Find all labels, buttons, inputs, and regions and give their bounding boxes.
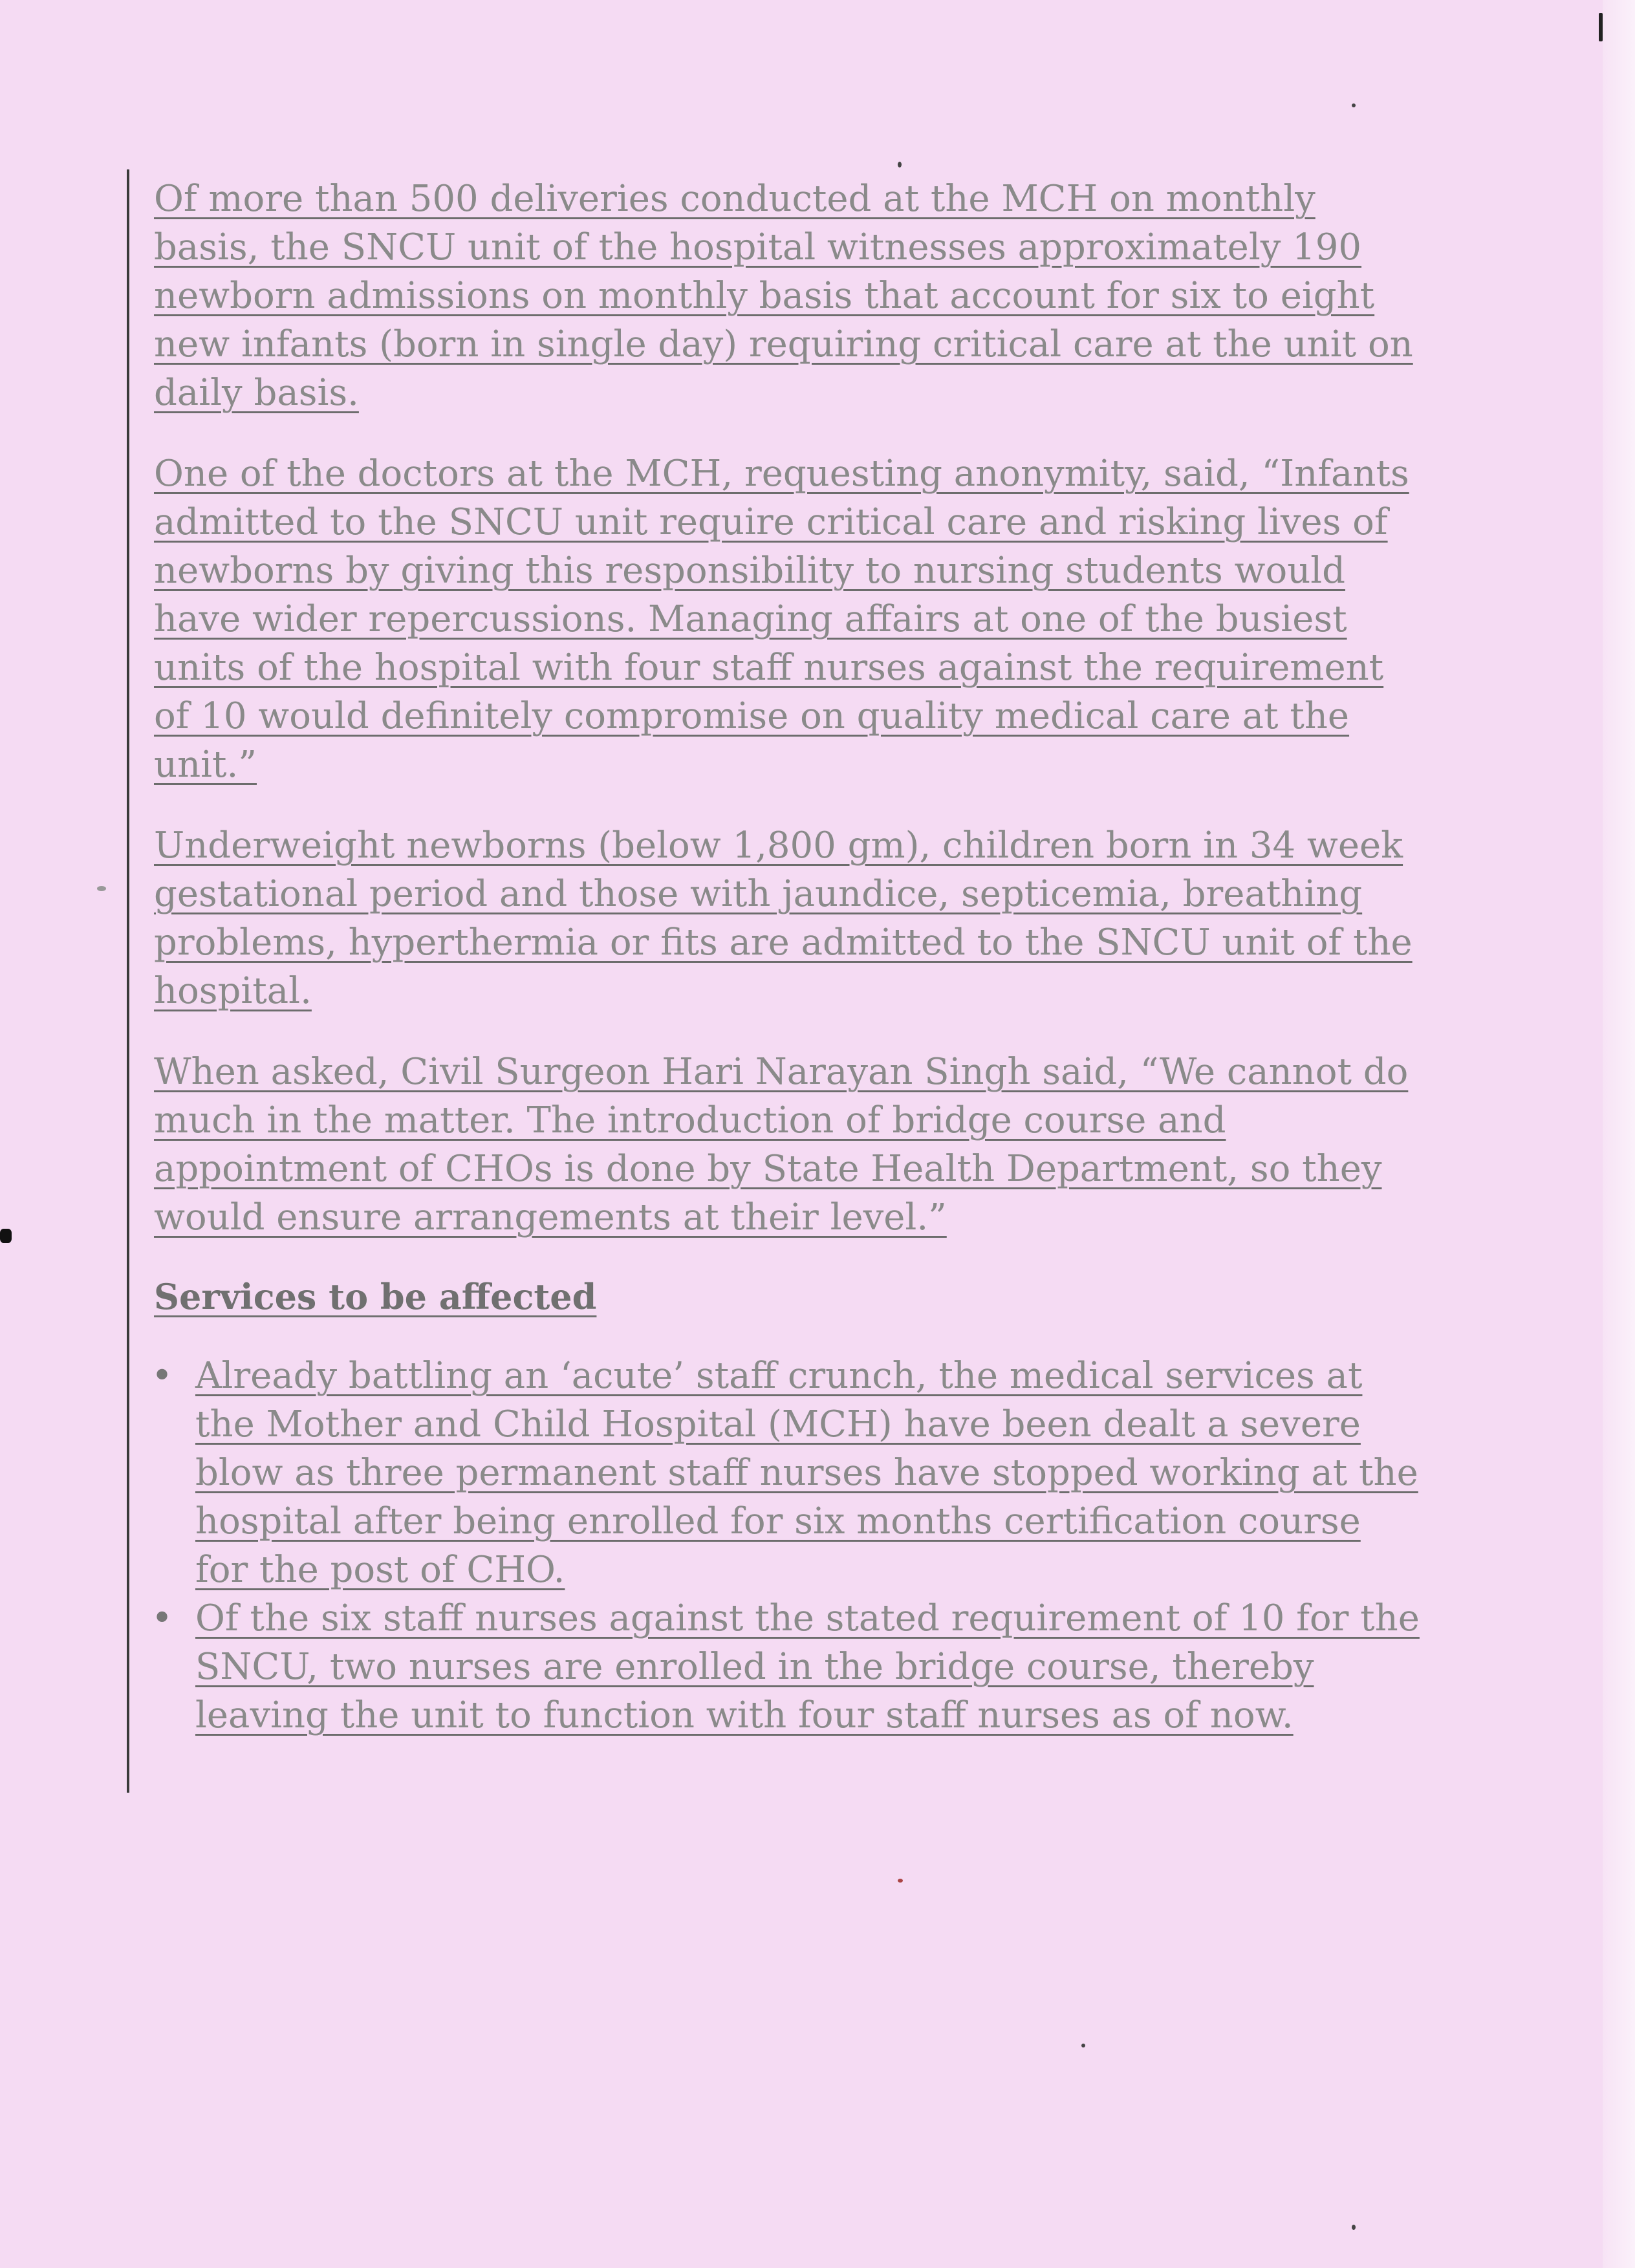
scan-speck [97, 886, 106, 891]
scan-speck [1081, 2044, 1085, 2047]
document-body [151, 175, 1422, 1740]
list-item [151, 1594, 1422, 1740]
paragraph-admission-criteria: Underweight newborns (below 1,800 gm), children born in 34 week gestational period and those with jaundice, septicemia, breathing problems, hyperthermia or fits are admitted to the SNCU unit of the hospital. [154, 825, 1413, 1012]
list-item-text: Of the six staff nurses against the stated requirement of 10 for the SNCU, two nurses are enrolled in the bridge course, thereby leaving the unit to function with four staff nurses as of now. [195, 1597, 1420, 1736]
scan-speck [898, 162, 902, 167]
paragraph-deliveries: Of more than 500 deliveries conducted at the MCH on monthly basis, the SNCU unit of the hospital witnesses approximately 190 newborn admissions on monthly basis that account for six to eight new infants (born in single day) requiring critical care at the unit on daily basis. [154, 178, 1413, 414]
scan-speck [1599, 13, 1603, 41]
paragraph-civil-surgeon: When asked, Civil Surgeon Hari Narayan Singh said, “We cannot do much in the matter. The introduction of bridge course and appointment of CHOs is done by State Health Department, so they would ensure arrangements at their level.” [154, 1051, 1409, 1238]
scan-edge [1603, 0, 1635, 2268]
section-heading: Services to be affected [154, 1276, 597, 1317]
list-item [151, 1352, 1422, 1594]
scan-speck [0, 1229, 12, 1243]
list-item-text: Already battling an ‘acute’ staff crunch, the medical services at the Mother and Child Hospital (MCH) have been dealt a severe blow as three permanent staff nurses have stopped working at the hospital after being enrolled for six months certification course for the post of CHO. [195, 1355, 1418, 1591]
scan-speck [1352, 103, 1356, 107]
scan-speck [898, 1879, 903, 1883]
bullet-list [151, 1352, 1422, 1740]
margin-rule [127, 169, 129, 1793]
scan-speck [1352, 2225, 1356, 2230]
bullet-dot-icon: • [151, 1355, 173, 1397]
paragraph-doctor-quote: One of the doctors at the MCH, requesting anonymity, said, “Infants admitted to the SNCU unit require critical care and risking lives of newborns by giving this responsibility to nursing students would have wider repercussions. Managing affairs at one of the busiest units of the hospital with four staff nurses against the requirement of 10 would definitely compromise on quality medical care at the unit.” [154, 453, 1409, 786]
bullet-dot-icon: • [151, 1597, 173, 1639]
